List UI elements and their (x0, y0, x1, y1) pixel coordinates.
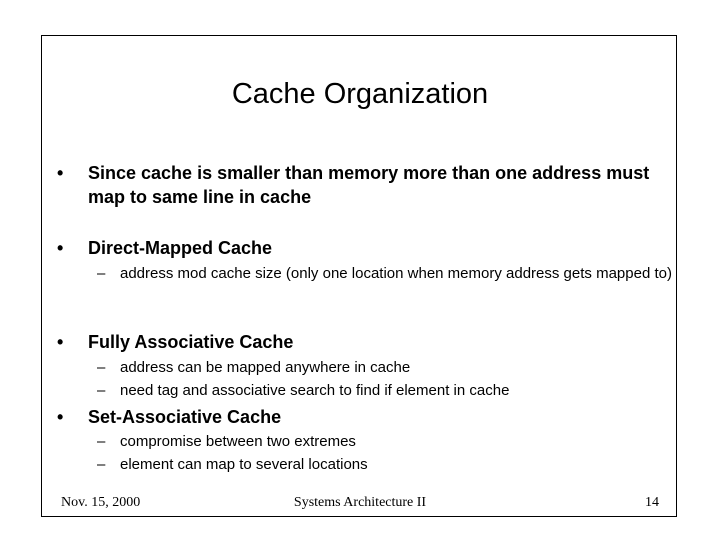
footer-course: Systems Architecture II (293, 495, 427, 510)
bullet-marker: • (57, 163, 64, 183)
bullet-marker: • (57, 407, 64, 427)
footer-date: Nov. 15, 2000 (61, 495, 141, 510)
bullet-text: Since cache is smaller than memory more than one address must map to same line in cache (88, 163, 650, 207)
sub-bullet-marker: – (97, 359, 106, 376)
slide-title: Cache Organization (231, 78, 489, 110)
bullet-text: Direct-Mapped Cache (88, 238, 273, 258)
bullet-marker: • (57, 332, 64, 352)
bullet-marker: • (57, 238, 64, 258)
sub-bullet-text: address can be mapped anywhere in cache (120, 359, 411, 376)
sub-bullet-text: need tag and associative search to find if element in cache (120, 382, 510, 399)
bullet-text: Fully Associative Cache (88, 332, 294, 352)
sub-bullet-text: address mod cache size (only one location when memory address gets mapped to) (120, 265, 672, 282)
sub-bullet-marker: – (97, 456, 106, 473)
sub-bullet-text: element can map to several locations (120, 456, 368, 473)
sub-bullet-marker: – (97, 382, 106, 399)
sub-bullet-text: compromise between two extremes (120, 433, 356, 450)
footer-page-number: 14 (645, 495, 659, 510)
sub-bullet-marker: – (97, 433, 106, 450)
sub-bullet-marker: – (97, 265, 106, 282)
bullet-text: Set-Associative Cache (88, 407, 282, 427)
